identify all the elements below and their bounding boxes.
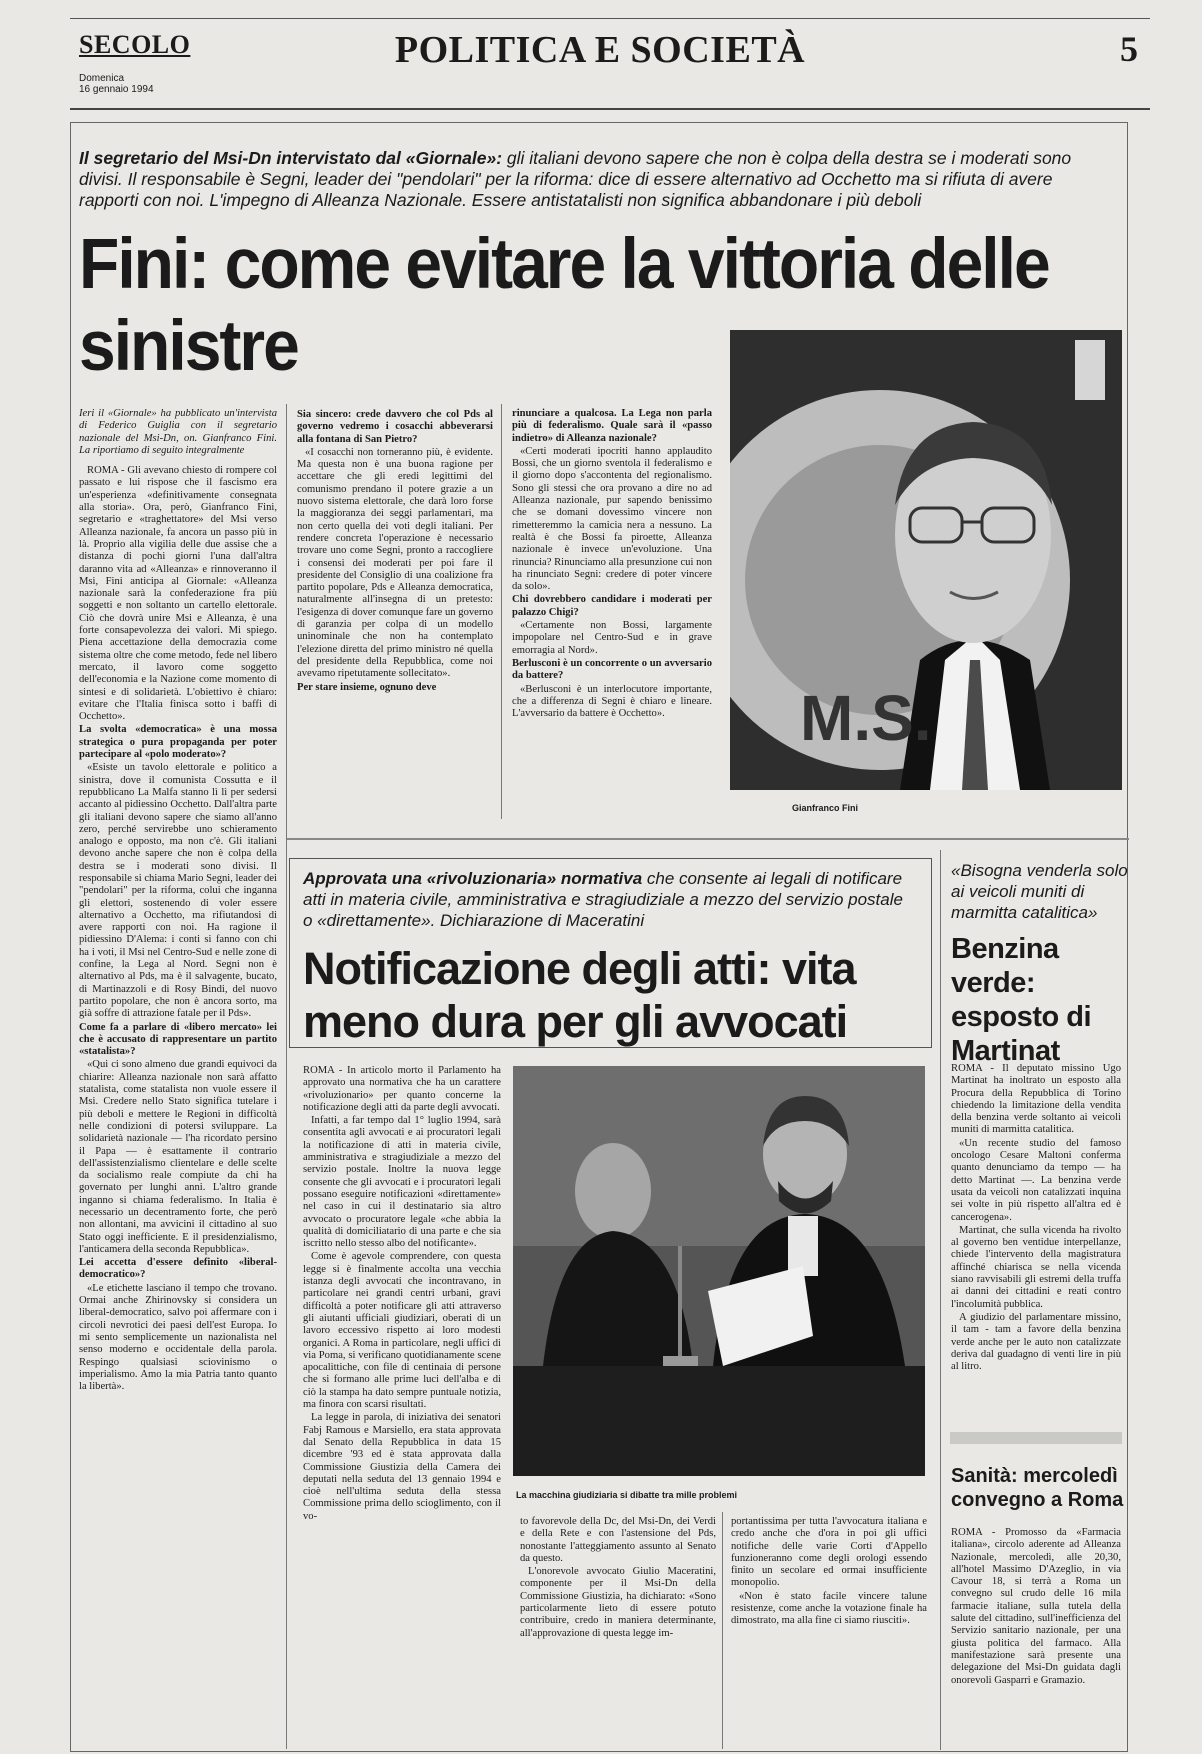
paragraph: «Qui ci sono almeno due grandi equivoci da chiarire: Alleanza nazionale non sarà affatto statalista, come statalista non vuole essere il Msi. Credere nello Stato significa tutelare i più deboli e mettere le Regioni in difficoltà nelle condizioni di potersi sviluppare. La solidarietà nazionale — l'ha ricordato persino il Papa — è esattamente il contrario dell'assistenzialismo clientelare e delle scelte da socialismo reale compiute da chi ha governato per lunghi anni. L'altro grande inganno si chiama federalismo. In Italia è necessario un decentramento forte, che però non allontani, ma avvicini il cittadino al suo Stato oggi inefficiente. E il presidenzialismo, l'anticamera della seconda Repubblica». xyxy=(79,1059,277,1255)
paragraph: Martinat, che sulla vicenda ha rivolto al governo ben ventidue interpellanze, chiede l'intervento della magistratura affinché chiarisca se nella vicenda siano ravvisabili gli estremi della truffa ai danni dei cittadini e reati contro l'incolumità pubblica. xyxy=(951,1224,1121,1310)
paragraph: «Un recente studio del famoso oncologo Cesare Maltoni conferma quanto denunciamo da tempo — ha detto Martinat —. La benzina verde usata da veicoli non catalizzati inquina sei volte in più rispetto all'altra ed è cancerogena». xyxy=(951,1137,1121,1223)
court-photo-image xyxy=(513,1066,925,1476)
paragraph: ROMA - Gli avevano chiesto di rompere col passato e lui rispose che il fascismo era un'esperienza «definitivamente consegnata alla storia». Ora, però, Gianfranco Fini, segretario e «traghettatore» del Msi verso Alleanza nazionale, fa ancora un passo più in là. Proprio alla vigilia delle due assise che a distanza di pochi giorni l'una dall'altra daranno vita ad «Alleanza» e rinnoveranno il Msi, Fini anticipa al Giornale: «Alleanza nazionale sarà la confederazione fra più soggetti e non soltanto un cartello elettorale. Ciò che dovrà unire Msi e Alleanza, è una forte consapevolezza dei valori. Mi spiego. Piena accettazione della democrazia come sistema oltre che come metodo, fede nel libero mercato, il lavoro come soggetto dell'economia e la Nazione come momento di sintesi e di solidarietà. L'obiettivo è chiaro: evitare che l'Italia finisca sotto i baffi di Occhetto». xyxy=(79,465,277,723)
paragraph: La legge in parola, di iniziativa dei senatori Fabj Ramous e Marsiello, era stata approvata dal Senato della Repubblica in data 15 dicembre '93 ed è stata approvata dalla Commissione Giustizia della Camera dei deputati nella seduta del 13 gennaio 1994 e cioè nell'ultima seduta della stessa Commissione prima dello scioglimento, con il vo- xyxy=(303,1412,501,1522)
sanita-body xyxy=(951,1527,1121,1688)
question: Berlusconi è un concorrente o un avversario da battere? xyxy=(512,657,712,682)
issue-full-date: 16 gennaio 1994 xyxy=(79,84,154,95)
header-rule xyxy=(70,108,1150,110)
photo-badge: M.S. xyxy=(800,682,932,754)
fini-photo-image xyxy=(730,330,1122,790)
fini-photo-caption: Gianfranco Fini xyxy=(792,803,859,813)
column-divider xyxy=(722,1512,723,1749)
paragraph: portantissima per tutta l'avvocatura italiana e credo anche che d'ora in poi gli uffici notifiche delle varie Corti d'Appello funzioneranno come degli orologi essendo finito un secolare ed ormai insufficiente monopolio. xyxy=(731,1516,927,1589)
paragraph: Infatti, a far tempo dal 1° luglio 1994, sarà consentita agli avvocati e ai procuratori legali la notificazione di atti in materia civile, amministrativa e stragiudiziale a mezzo del servizio postale. Inoltre la nuova legge consente che gli avvocati e i procuratori legali possano eseguire notificazioni «direttamente» nel caso in cui il destinatario sia altro avvocato o procuratore legale «che abbia la qualità di domiciliatario di una parte e che sia iscritto nello stesso albo del notificante». xyxy=(303,1115,501,1250)
notifiche-column-2 xyxy=(520,1516,716,1641)
question: Chi dovrebbero candidare i moderati per palazzo Chigi? xyxy=(512,594,712,618)
benzina-kicker: «Bisogna venderla solo ai veicoli muniti di marmitta catalitica» xyxy=(951,861,1128,922)
benzina-headline: Benzina verde: esposto di Martinat xyxy=(951,933,1092,1067)
sanita-headline: Sanità: mercoledì convegno a Roma xyxy=(951,1465,1124,1511)
interview-column-3 xyxy=(512,408,712,721)
paragraph: ROMA - In articolo morto il Parlamento ha approvato una normativa che ha un carattere «rivoluzionario» per quanto concerne la notificazione degli atti da parte degli avvocati. xyxy=(303,1065,501,1113)
main-kicker-lead: Il segretario del Msi-Dn intervistato dal «Giornale»: xyxy=(79,148,503,168)
court-photo xyxy=(513,1066,925,1476)
notifiche-headline: Notificazione degli atti: vita meno dura per gli avvocati xyxy=(303,943,856,1047)
section-title: POLITICA E SOCIETÀ xyxy=(394,29,806,71)
paragraph: A giudizio del parlamentare missino, il tam - tam a favore della benzina verde anche per le auto non catalizzate deriva dal guadagno di venti lire in più al litro. xyxy=(951,1311,1121,1373)
paragraph: «Esiste un tavolo elettorale e politico a sinistra, dove il comunista Cossutta e il repubblicano La Malfa stanno lì lì per sedersi accanto al pidiessino Occhetto. Dall'altra parte gli italiani devono sapere che siamo all'anno zero, perché servirebbe uno schieramento analogo e opposto, ma non c'è. Gli italiani devono anche sapere che non è colpa della destra se i moderati sono divisi. Il responsabile si chiama Mario Segni, leader dei "pendolari" per la riforma, colui che inganna gli elettori, sostenendo di voler essere alternativo a Occhetto, ma rifiutandosi di avere rapporti con noi. Ha ragione il pidiessino D'Alema: i conti si fanno con chi ha i voti, il Msi nel Centro-Sud e nelle zone di confine, la Lega al Nord. Segni non è alternativo al Pds, ma è il salvagente, bucato, di Martinazzoli e di Rosy Bindi, del nuovo partito popolare, che non è ancora sorto, ma già soffre di attrazione fatale per il Pds». xyxy=(79,762,277,1020)
newspaper-name: SECOLO xyxy=(79,30,191,59)
section-divider xyxy=(950,1432,1122,1444)
paragraph: «Le etichette lasciano il tempo che trovano. Ormai anche Zhirinovsky si considera un liberal-democratico, salvo poi affermare con i circoli nevrotici dei paesi dell'est Europa. Io mi sento semplicemente un nazionalista nel senso moderno e occidentale della parola. Respingo qualsiasi sciovinismo o imperialismo. Amo la mia Patria tanto quanto la libertà». xyxy=(79,1282,277,1393)
benzina-body xyxy=(951,1063,1121,1374)
interview-column-2 xyxy=(297,408,493,695)
paragraph: L'onorevole avvocato Giulio Maceratini, componente per il Msi-Dn della Commissione Giustizia, ha dichiarato: «Sono particolarmente lieto di essere potuto contribuire, credo in maniera determinante, all'approvazione di questa legge im- xyxy=(520,1566,716,1639)
notifiche-column-3 xyxy=(731,1516,927,1629)
interview-column-1 xyxy=(79,408,277,1394)
top-rule xyxy=(70,18,1150,19)
notifiche-kicker-rest: che consente ai legali di notificare atti in materia civile, amministrativa e stragiudiziale a mezzo del servizio postale o «direttamente». Dichiarazione di Maceratini xyxy=(303,869,903,930)
notifiche-column-1 xyxy=(303,1065,501,1524)
notifiche-kicker-lead: Approvata una «rivoluzionaria» normativa xyxy=(303,869,643,888)
issue-date xyxy=(79,73,199,95)
question: La svolta «democratica» è una mossa strategica o pura propaganda per poter partecipare al «polo moderato»? xyxy=(79,724,277,761)
section-divider xyxy=(287,838,1129,840)
paragraph: «Certamente non Bossi, largamente impopolare nel Centro-Sud e in grave emorragia al Nord». xyxy=(512,620,712,656)
paragraph: «I cosacchi non torneranno più, è evidente. Ma questa non è una buona ragione per accettare che gli eredi legittimi del comunismo prendano il potere grazie a un nuovo sistema elettorale, che darà loro forse la maggioranza dei seggi parlamentari, ma non certo quella dei voti degli italiani. Per rendere concreta l'operazione è necessario trovare uno come Segni, pronto a raccogliere i consensi dei moderati per poi fare il presidente del Consiglio di una coalizione fra partito popolare, Pds e Alleanza democratica, naturalmente all'insegna di un pretesto: l'esigenza di dover comunque fare un governo di garanzia per colpa di un modello uninominale che non ha contemplato l'elezione diretta del primo ministro né quella del presidente della Repubblica, come noi avevamo ripetutamente sollecitato». xyxy=(297,446,493,680)
paragraph: to favorevole della Dc, del Msi-Dn, dei Verdi e della Rete e con l'astensione del Pds, nonostante l'atteggiamento assunto al Senato da questo. xyxy=(520,1516,716,1564)
interview-intro: Ieri il «Giornale» ha pubblicato un'intervista di Federico Guiglia con il segretario nazionale del Msi-Dn, on. Gianfranco Fini. La riportiamo di seguito integralmente xyxy=(79,408,277,456)
question: Sia sincero: crede davvero che col Pds al governo vedremo i cosacchi abbeverarsi alla fontana di San Pietro? xyxy=(297,409,493,445)
question: Per stare insieme, ognuno deve xyxy=(297,681,437,693)
court-photo-caption: La macchina giudiziaria si dibatte tra mille problemi xyxy=(516,1490,738,1500)
paragraph: Come è agevole comprendere, con questa legge si è finalmente accolta una vecchia istanza degli avvocati che incontravano, in particolare nei grandi centri urbani, gravi difficoltà a poter notificare gli atti attraverso gli aiutanti ufficiali giudiziari, oberati di un lavoro eccessivo rispetto ai loro modesti organici. A Roma in particolare, negli uffici di via Poma, si verificano quotidianamente scene apocalittiche, con file di centinaia di persone che si formano alle prime luci dell'alba e di ciò la stampa ha dato sempre puntuale notizia, ma finora con scarsi risultati. xyxy=(303,1251,501,1411)
paragraph: «Berlusconi è un interlocutore importante, che a differenza di Segni è chiaro e lineare. L'avversario da battere è Occhetto». xyxy=(512,683,712,720)
main-headline: Fini: come evitare la vittoria delle sinistre xyxy=(79,223,1049,386)
paragraph: «Non è stato facile vincere talune resistenze, come anche la votazione finale ha dimostrato, ma alla fine ci siamo riusciti». xyxy=(731,1590,927,1627)
column-divider xyxy=(501,404,502,819)
main-kicker-rest: gli italiani devono sapere che non è colpa della destra se i moderati sono divisi. Il responsabile è Segni, leader dei "pendolari" per la riforma: dice di essere alternativo ad Occhetto ma si rifiuta di avere rapporti con noi. L'impegno di Alleanza Nazionale. Essere antistatalisti non significa abbandonare i più deboli xyxy=(79,148,1072,210)
fini-photo xyxy=(730,330,1122,790)
paragraph: «Certi moderati ipocriti hanno applaudito Bossi, che un giorno sventola il federalismo e il giorno dopo s'accontenta del regionalismo. Sono gli stessi che ora provano a dire no ad Alleanza nazionale, pur sapendo benissimo che se domani dovessimo vincere non rimetteremmo la camicia nera a nessuno. La realtà è che Bossi fa piroette, Alleanza nazionale è invece un'evoluzione. Una rinuncia? Rinunciamo alla presunzione cui non ha rinunciato Segni: credere di poter vincere da solo». xyxy=(512,445,712,593)
question: rinunciare a qualcosa. La Lega non parla più di federalismo. Quale sarà il «passo indietro» di Alleanza nazionale? xyxy=(512,408,712,444)
paragraph: ROMA - Promosso da «Farmacia italiana», circolo aderente ad Alleanza Nazionale, mercoledì, alle 20,30, all'hotel Massimo D'Azeglio, in via Cavour 18, si terrà a Roma un convegno sul crudo delle 16 mila farmacie italiane, sulla tutela della salute del cittadino, sull'inefficienza del Servizio sanitario nazionale, per una giusta politica del farmaco. Alla manifestazione sarà presente una delegazione del Msi-Dn guidata dagli onorevoli Gasparri e Gramazio. xyxy=(951,1527,1121,1686)
question: Lei accetta d'essere definito «liberal-democratico»? xyxy=(79,1257,277,1281)
notifiche-kicker xyxy=(303,868,913,931)
issue-day: Domenica xyxy=(79,73,125,84)
paragraph: ROMA - Il deputato missino Ugo Martinat ha inoltrato un esposto alla Procura della Repubblica di Torino chiedendo la limitazione della vendita della benzina verde soltanto ai veicoli muniti di marmitta catalitica. xyxy=(951,1063,1121,1136)
column-divider xyxy=(286,404,287,1749)
question: Come fa a parlare di «libero mercato» lei che è accusato di rappresentare un partito «statalista»? xyxy=(79,1021,277,1058)
page-number: 5 xyxy=(1120,29,1138,69)
main-kicker xyxy=(79,148,1079,211)
column-divider xyxy=(940,850,941,1750)
